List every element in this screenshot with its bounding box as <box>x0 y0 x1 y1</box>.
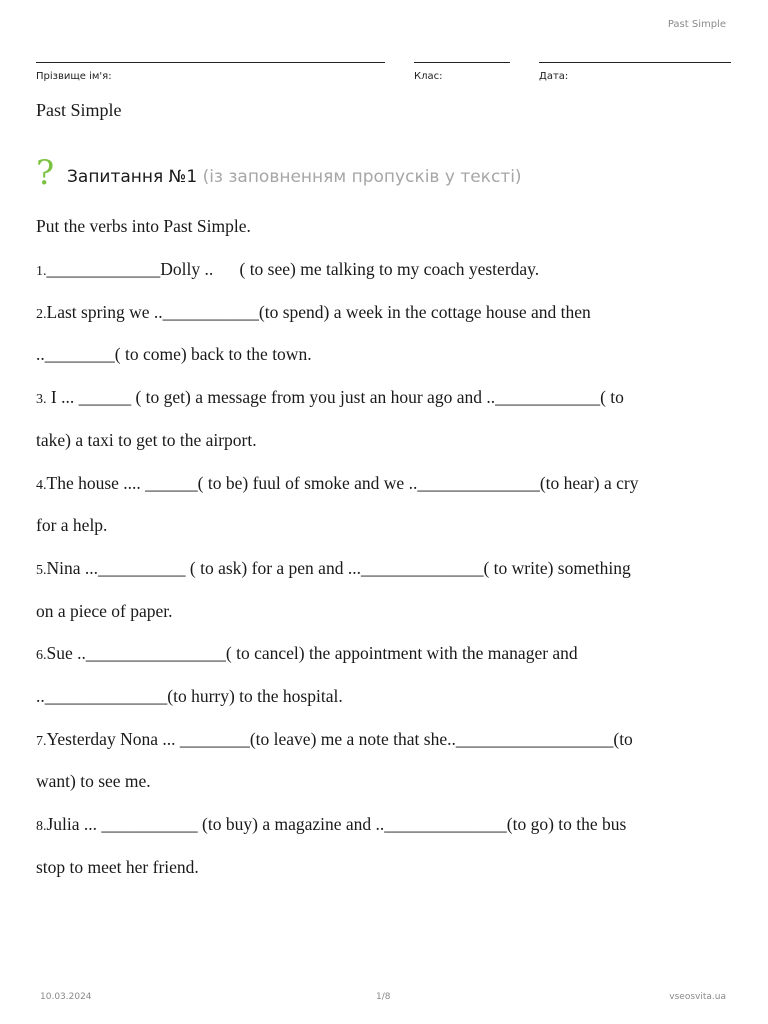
exercise-number: 8. <box>36 819 47 835</box>
name-field-label: Прізвище ім'я: <box>36 71 112 82</box>
exercise-text: ..______________(to hurry) to the hospital. <box>36 686 343 706</box>
question-subtitle: (із заповненням пропусків у тексті) <box>202 167 522 187</box>
exercise-text: Nina ...__________ ( to ask) for a pen and ...______________( to write) something <box>46 557 631 578</box>
exercise-text: take) a taxi to get to the airport. <box>36 429 257 450</box>
exercise-line <box>36 558 726 579</box>
exercise-line <box>36 515 726 536</box>
footer-site: vseosvita.ua <box>669 992 726 1002</box>
exercise-line <box>36 814 726 835</box>
exercise-number: 4. <box>36 477 47 493</box>
document-title: Past Simple <box>36 100 122 120</box>
exercise-line <box>36 259 726 280</box>
exercise-number: 7. <box>36 733 47 749</box>
exercise-line <box>36 344 726 365</box>
question-title <box>67 167 522 187</box>
date-field-label: Дата: <box>539 71 569 82</box>
exercise-line <box>36 302 726 323</box>
header-page-label: Past Simple <box>667 19 726 30</box>
exercise-text: The house .... ______( to be) fuul of smoke and we ..______________(to hear) a cry <box>46 472 639 493</box>
class-field-line[interactable] <box>414 62 510 63</box>
exercise-number: 1. <box>36 264 47 279</box>
exercise-text: Last spring we ..___________(to spend) a week in the cottage house and then <box>46 301 591 322</box>
exercise-line <box>36 473 726 494</box>
exercise-line <box>36 771 726 792</box>
exercise-text: ..________( to come) back to the town. <box>36 344 312 365</box>
exercise-line <box>36 686 726 707</box>
exercise-line <box>36 601 726 622</box>
exercise-text: _____________Dolly .. ( to see) me talking to my coach yesterday. <box>46 259 540 279</box>
exercise-text: I ... ______ ( to get) a message from you just an hour ago and ..____________( to <box>46 387 624 408</box>
footer-date: 10.03.2024 <box>40 992 92 1002</box>
exercise-number: 6. <box>36 648 47 664</box>
exercise-number: 2. <box>36 306 47 322</box>
date-field-line[interactable] <box>539 62 731 63</box>
question-number: Запитання №1 <box>67 167 198 187</box>
question-instruction: Put the verbs into Past Simple. <box>36 216 251 236</box>
exercise-number: 5. <box>36 562 47 578</box>
footer-page-number: 1/8 <box>376 992 391 1002</box>
exercise-line <box>36 729 726 750</box>
exercise-line <box>36 857 726 878</box>
exercise-text: want) to see me. <box>36 771 151 792</box>
exercise-number: 3. <box>36 392 47 408</box>
exercise-line <box>36 430 726 451</box>
exercise-line <box>36 387 726 408</box>
exercise-line <box>36 643 726 664</box>
exercise-text: for a help. <box>36 515 108 536</box>
exercise-text: on a piece of paper. <box>36 600 173 621</box>
exercise-text: stop to meet her friend. <box>36 856 199 877</box>
name-field-line[interactable] <box>36 62 385 63</box>
exercise-text: Sue ..________________( to cancel) the appointment with the manager and <box>46 643 578 664</box>
class-field-label: Клас: <box>414 71 443 82</box>
question-mark-icon: ? <box>36 153 55 193</box>
exercise-text: Yesterday Nona ... ________(to leave) me a note that she..__________________(to <box>46 728 633 749</box>
exercise-text: Julia ... ___________ (to buy) a magazine and ..______________(to go) to the bus <box>46 814 627 835</box>
